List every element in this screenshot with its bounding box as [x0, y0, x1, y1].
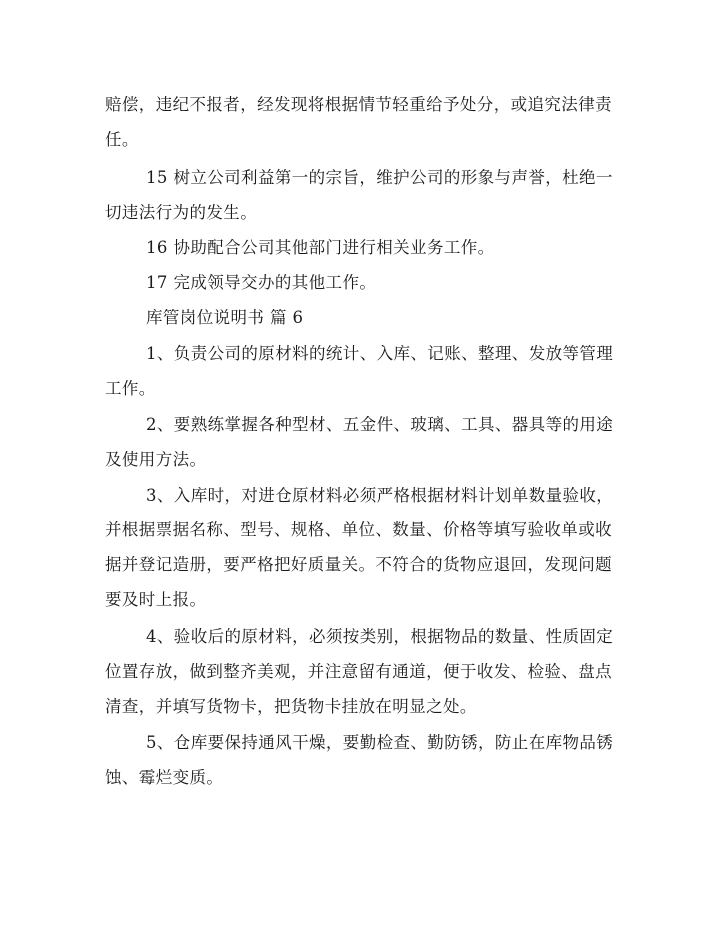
paragraph-start-line: 17 完成领导交办的其他工作。 [146, 273, 377, 292]
text-line: 并根据票据名称、型号、规格、单位、数量、价格等填写验收单或收 [105, 520, 612, 539]
text-line: 要及时上报。 [105, 590, 207, 609]
paragraph-start-line: 4、验收后的原材料，必须按类别，根据物品的数量、性质固定 [146, 627, 614, 646]
text-line: 工作。 [105, 379, 156, 398]
paragraph-start-line: 1、负责公司的原材料的统计、入库、记账、整理、发放等管理 [146, 344, 614, 363]
paragraph-start-line: 2、要熟练掌握各种型材、五金件、玻璃、工具、器具等的用途 [146, 415, 614, 434]
paragraph-start-line: 5、仓库要保持通风干燥，要勤检查、勤防锈，防止在库物品锈 [146, 733, 614, 752]
text-line: 及使用方法。 [105, 450, 207, 469]
text-line: 赔偿，违纪不报者，经发现将根据情节轻重给予处分，或追究法律责 [105, 95, 612, 114]
section-heading: 库管岗位说明书 篇 6 [146, 308, 304, 327]
text-line: 切违法行为的发生。 [105, 203, 258, 222]
text-line: 清查，并填写货物卡，把货物卡挂放在明显之处。 [105, 697, 477, 716]
paragraph-start-line: 16 协助配合公司其他部门进行相关业务工作。 [146, 238, 495, 257]
text-line: 任。 [105, 130, 139, 149]
paragraph-start-line: 3、入库时，对进仓原材料必须严格根据材料计划单数量验收， [146, 486, 614, 505]
text-line: 据并登记造册，要严格把好质量关。不符合的货物应退回，发现问题 [105, 555, 612, 574]
text-line: 位置存放，做到整齐美观，并注意留有通道，便于收发、检验、盘点 [105, 662, 612, 681]
text-line: 蚀、霉烂变质。 [105, 768, 224, 787]
paragraph-start-line: 15 树立公司利益第一的宗旨，维护公司的形象与声誉，杜绝一 [146, 168, 613, 187]
